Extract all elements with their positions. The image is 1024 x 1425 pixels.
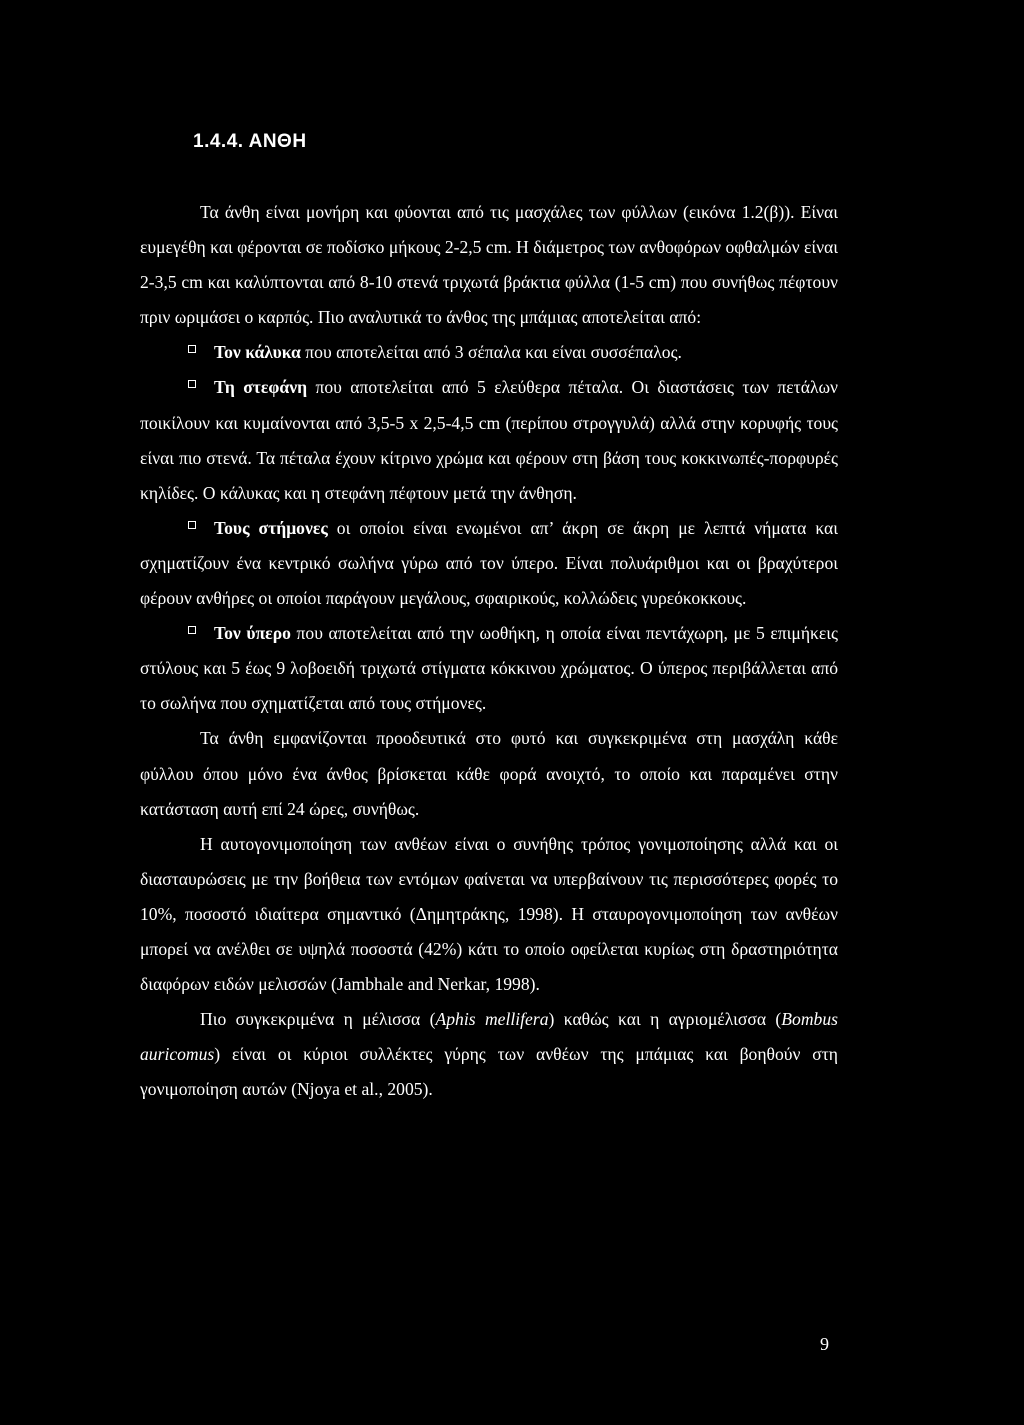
species-bombus: Bombus auricomus (140, 1009, 838, 1065)
text-span: Πιο συγκεκριμένα η μέλισσα ( (200, 1009, 436, 1030)
desc-corolla: που αποτελείται από 5 ελεύθερα πέταλα. Οι διαστάσεις των πετάλων ποικίλουν και κυμαίνονται από 3,5-5 x 2,5-4,5 cm (περίπου στρογγυλά) αλλά στην κορυφής τους είναι πιο στενά. Τα πέταλα έχουν κίτρινο χρώμα και φέρουν στη βάση τους κοκκινωπές-πορφυρές κηλίδες. Ο κάλυκας και η στεφάνη πέφτουν μετά την άνθηση. (140, 377, 839, 503)
text-span: ) καθώς και η αγριομέλισσα ( (548, 1009, 782, 1030)
list-item-calyx (140, 335, 838, 370)
term-stamens: Τους στήμονες (214, 517, 328, 538)
square-bullet-icon (188, 380, 196, 388)
desc-pistil: που αποτελείται από την ωοθήκη, η οποία είναι πεντάχωρη, με 5 επιμήκεις στύλους και 5 έως 9 λοβοειδή τριχωτά στίγματα κόκκινου χρώματος. Ο ύπερος περιβάλλεται από το σωλήνα που σχηματίζεται από τους στήμονες. (140, 623, 838, 714)
square-bullet-icon (188, 345, 196, 353)
species-aphis: Aphis mellifera (435, 1009, 549, 1030)
body-text (140, 195, 838, 1107)
list-item-stamens (140, 511, 838, 616)
term-corolla: Τη στεφάνη (214, 377, 308, 398)
section-heading: 1.4.4. ΑΝΘΗ (193, 131, 307, 152)
paragraph-pollination: Η αυτογονιμοποίηση των ανθέων είναι ο συνήθης τρόπος γονιμοποίησης αλλά και οι διασταυρώσεις με την βοήθεια των εντόμων φαίνεται να υπερβαίνουν τις περισσότερες φορές το 10%, ποσοστό ιδιαίτερα σημαντικό (Δημητράκης, 1998). Η σταυρογονιμοποίηση των ανθέων μπορεί να ανέλθει σε υψηλά ποσοστά (42%) κάτι το οποίο οφείλεται κυρίως στη δραστηριότητα διαφόρων ειδών μελισσών (Jambhale and Nerkar, 1998). (140, 833, 838, 995)
text-span: ) είναι οι κύριοι συλλέκτες γύρης των ανθέων της μπάμιας και βοηθούν στη γονιμοποίηση αυτών (Njoya et al., 2005). (140, 1044, 838, 1100)
square-bullet-icon (188, 626, 196, 634)
desc-stamens: οι οποίοι είναι ενωμένοι απ’ άκρη σε άκρη με λεπτά νήματα και σχηματίζουν ένα κεντρικό σωλήνα γύρω από τον ύπερο. Είναι πολυάριθμοι και οι βραχύτεροι φέρουν ανθήρες οι οποίοι παράγουν μεγάλους, σφαιρικούς, κολλώδεις γυρεόκοκκους. (140, 517, 838, 609)
page-number: 9 (820, 1334, 829, 1354)
list-item-pistil (140, 616, 838, 721)
paragraph-flowering: Τα άνθη εμφανίζονται προοδευτικά στο φυτό και συγκεκριμένα στη μασχάλη κάθε φύλλου όπου μόνο ένα άνθος βρίσκεται κάθε φορά ανοιχτό, το οποίο και παραμένει στην κατάσταση αυτή επί 24 ώρες, συνήθως. (140, 728, 838, 819)
term-pistil: Τον ύπερο (214, 623, 291, 644)
paragraph-pollinators (140, 1002, 838, 1107)
desc-calyx: που αποτελείται από 3 σέπαλα και είναι συσσέπαλος. (300, 342, 682, 363)
square-bullet-icon (188, 521, 196, 529)
term-calyx: Τον κάλυκα (214, 342, 301, 363)
list-item-corolla (140, 370, 838, 510)
paragraph-intro: Τα άνθη είναι μονήρη και φύονται από τις μασχάλες των φύλλων (εικόνα 1.2(β)). Είναι ευμεγέθη και φέρονται σε ποδίσκο μήκους 2-2,5 cm. Η διάμετρος των ανθοφόρων οφθαλμών είναι 2-3,5 cm και καλύπτονται από 8-10 στενά τριχωτά βράκτια φύλλα (1-5 cm) που συνήθως πέφτουν πριν ωριμάσει ο καρπός. Πιο αναλυτικά το άνθος της μπάμιας αποτελείται από: (140, 202, 838, 328)
